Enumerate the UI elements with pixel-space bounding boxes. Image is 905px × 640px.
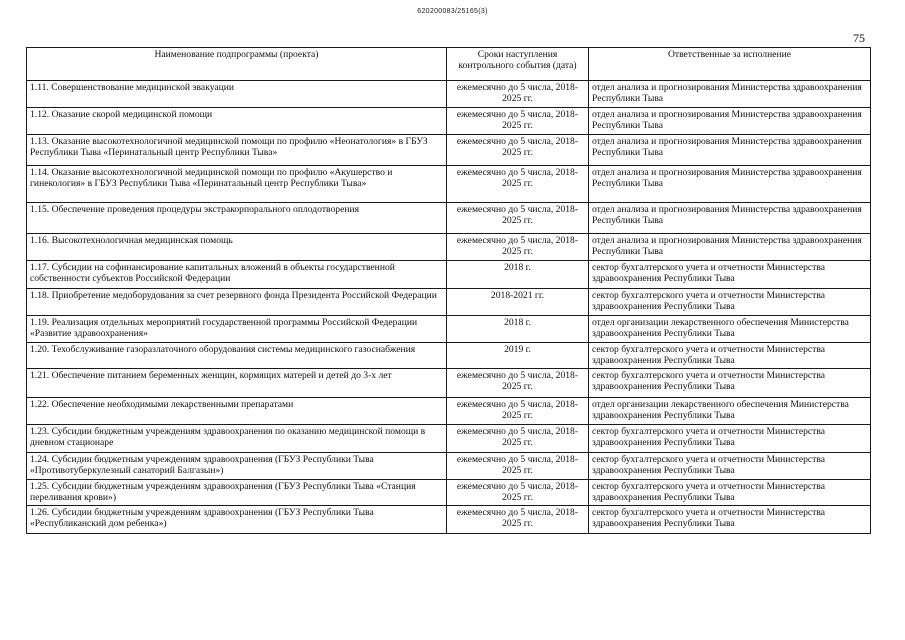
cell-subprogram-name: 1.19. Реализация отдельных мероприятий государственной программы Российской Федерации «Развитие здравоохранения»: [27, 316, 447, 343]
cell-control-date: ежемесячно до 5 числа, 2018-2025 гг.: [447, 108, 589, 135]
cell-subprogram-name: 1.16. Высокотехнологичная медицинская помощь: [27, 234, 447, 261]
cell-responsible: отдел анализа и прогнозирования Министерства здравоохранения Республики Тыва: [589, 234, 871, 261]
cell-responsible: сектор бухгалтерского учета и отчетности Министерства здравоохранения Республики Тыва: [589, 289, 871, 316]
table-row: [27, 261, 871, 289]
cell-control-date: 2019 г.: [447, 343, 589, 369]
cell-responsible: отдел анализа и прогнозирования Министерства здравоохранения Республики Тыва: [589, 108, 871, 135]
cell-subprogram-name: 1.21. Обеспечение питанием беременных женщин, кормящих матерей и детей до 3-х лет: [27, 369, 447, 398]
header-control-date: Сроки наступления контрольного события (дата): [447, 48, 589, 81]
cell-control-date: ежемесячно до 5 числа, 2018-2025 гг.: [447, 425, 589, 453]
cell-control-date: 2018-2021 гг.: [447, 289, 589, 316]
cell-control-date: ежемесячно до 5 числа, 2018-2025 гг.: [447, 506, 589, 534]
cell-responsible: сектор бухгалтерского учета и отчетности Министерства здравоохранения Республики Тыва: [589, 506, 871, 534]
cell-responsible: сектор бухгалтерского учета и отчетности Министерства здравоохранения Республики Тыва: [589, 369, 871, 398]
cell-control-date: ежемесячно до 5 числа, 2018-2025 гг.: [447, 398, 589, 425]
cell-control-date: ежемесячно до 5 числа, 2018-2025 гг.: [447, 453, 589, 480]
cell-subprogram-name: 1.26. Субсидии бюджетным учреждениям здравоохранения (ГБУЗ Республики Тыва «Республиканский дом ребенка»): [27, 506, 447, 534]
table-row: [27, 81, 871, 108]
cell-subprogram-name: 1.20. Техобслуживание газоразлаточного оборудования системы медицинского газоснабжения: [27, 343, 447, 369]
table-row: [27, 316, 871, 343]
cell-subprogram-name: 1.12. Оказание скорой медицинской помощи: [27, 108, 447, 135]
cell-control-date: ежемесячно до 5 числа, 2018-2025 гг.: [447, 234, 589, 261]
cell-control-date: 2018 г.: [447, 261, 589, 289]
cell-subprogram-name: 1.24. Субсидии бюджетным учреждениям здравоохранения (ГБУЗ Республики Тыва «Противотуберкулезный санаторий Балгазын»): [27, 453, 447, 480]
cell-control-date: ежемесячно до 5 числа, 2018-2025 гг.: [447, 81, 589, 108]
table-row: [27, 425, 871, 453]
cell-responsible: сектор бухгалтерского учета и отчетности Министерства здравоохранения Республики Тыва: [589, 480, 871, 506]
cell-subprogram-name: 1.14. Оказание высокотехнологичной медицинской помощи по профилю «Акушерство и гинекология» в ГБУЗ Республики Тыва «Перинатальный центр Республики Тыва»: [27, 166, 447, 203]
table-row: [27, 234, 871, 261]
table-row: [27, 108, 871, 135]
cell-subprogram-name: 1.22. Обеспечение необходимыми лекарственными препаратами: [27, 398, 447, 425]
page-number: 75: [853, 31, 865, 45]
cell-responsible: отдел анализа и прогнозирования Министерства здравоохранения Республики Тыва: [589, 166, 871, 203]
cell-responsible: сектор бухгалтерского учета и отчетности Министерства здравоохранения Республики Тыва: [589, 425, 871, 453]
cell-responsible: отдел организации лекарственного обеспечения Министерства здравоохранения Республики Тыва: [589, 398, 871, 425]
table-row: [27, 369, 871, 398]
table-row: [27, 480, 871, 506]
cell-subprogram-name: 1.15. Обеспечение проведения процедуры экстракорпорального оплодотворения: [27, 203, 447, 234]
table-row: [27, 135, 871, 166]
table-header-row: [27, 48, 871, 81]
cell-responsible: отдел организации лекарственного обеспечения Министерства здравоохранения Республики Тыва: [589, 316, 871, 343]
table-row: [27, 343, 871, 369]
cell-responsible: отдел анализа и прогнозирования Министерства здравоохранения Республики Тыва: [589, 135, 871, 166]
cell-control-date: ежемесячно до 5 числа, 2018-2025 гг.: [447, 369, 589, 398]
document-id: 620200083/25165(3): [417, 8, 488, 15]
cell-control-date: ежемесячно до 5 числа, 2018-2025 гг.: [447, 203, 589, 234]
cell-responsible: отдел анализа и прогнозирования Министерства здравоохранения Республики Тыва: [589, 203, 871, 234]
header-subprogram-name: Наименование подпрограммы (проекта): [27, 48, 447, 81]
cell-responsible: отдел анализа и прогнозирования Министерства здравоохранения Республики Тыва: [589, 81, 871, 108]
table-row: [27, 398, 871, 425]
table-row: [27, 506, 871, 534]
cell-responsible: сектор бухгалтерского учета и отчетности Министерства здравоохранения Республики Тыва: [589, 343, 871, 369]
cell-control-date: 2018 г.: [447, 316, 589, 343]
cell-subprogram-name: 1.25. Субсидии бюджетным учреждениям здравоохранения (ГБУЗ Республики Тыва «Станция переливания крови»): [27, 480, 447, 506]
table-row: [27, 203, 871, 234]
cell-control-date: ежемесячно до 5 числа, 2018-2025 гг.: [447, 480, 589, 506]
cell-responsible: сектор бухгалтерского учета и отчетности Министерства здравоохранения Республики Тыва: [589, 261, 871, 289]
control-events-table: [26, 47, 871, 534]
cell-control-date: ежемесячно до 5 числа, 2018-2025 гг.: [447, 135, 589, 166]
header-responsible: Ответственные за исполнение: [589, 48, 871, 81]
cell-control-date: ежемесячно до 5 числа, 2018-2025 гг.: [447, 166, 589, 203]
table-row: [27, 166, 871, 203]
cell-responsible: сектор бухгалтерского учета и отчетности Министерства здравоохранения Республики Тыва: [589, 453, 871, 480]
cell-subprogram-name: 1.18. Приобретение медоборудования за счет резервного фонда Президента Российской Федерации: [27, 289, 447, 316]
cell-subprogram-name: 1.13. Оказание высокотехнологичной медицинской помощи по профилю «Неонатология» в ГБУЗ Республики Тыва «Перинатальный центр Республики Тыва»: [27, 135, 447, 166]
cell-subprogram-name: 1.11. Совершенствование медицинской эвакуации: [27, 81, 447, 108]
cell-subprogram-name: 1.17. Субсидии на софинансирование капитальных вложений в объекты государственной собственности субъектов Российской Федерации: [27, 261, 447, 289]
cell-subprogram-name: 1.23. Субсидии бюджетным учреждениям здравоохранения по оказанию медицинской помощи в дневном стационаре: [27, 425, 447, 453]
table-row: [27, 453, 871, 480]
table-row: [27, 289, 871, 316]
